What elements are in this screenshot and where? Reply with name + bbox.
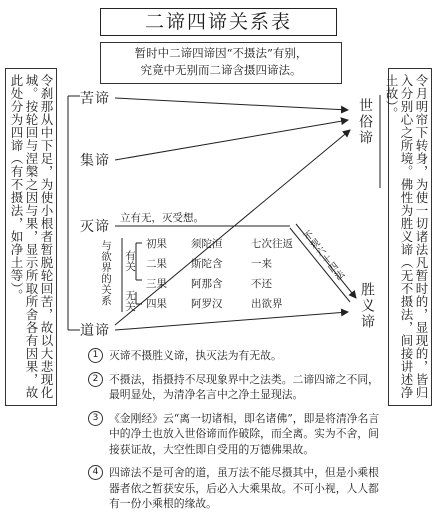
item-number: 4 bbox=[88, 465, 103, 480]
left-note-text: 令刹那从中下足，为使小根者暂脱轮回苦，故以大悲现化城。按轮回与涅槃之因与果，显示所取所舍各有因果，故此处分为四谛（有不摄法，如净土等）。 bbox=[9, 74, 54, 399]
relation-label: 与欲界的关系 bbox=[100, 240, 112, 306]
list-item bbox=[88, 465, 380, 512]
notes-list bbox=[88, 348, 380, 512]
node-path: 道谛 bbox=[80, 323, 110, 339]
has-label: 有关 bbox=[124, 250, 136, 272]
item-number: 2 bbox=[88, 372, 103, 387]
fruit-name: 三果 bbox=[146, 278, 167, 290]
fruits-table bbox=[146, 236, 356, 316]
list-item bbox=[88, 348, 380, 364]
item-number: 3 bbox=[88, 411, 103, 426]
fruit-desc: 一来 bbox=[251, 258, 272, 270]
fruit-sanskrit: 须陀洹 bbox=[191, 238, 223, 250]
diagram-title: 二谛四谛关系表 bbox=[100, 8, 337, 36]
item-text: 《金刚经》云“离一切诸相，即名诸佛”，即是将清净名言中的净土也放入世俗谛而作破除，而全离。实为不舍，间接获证故，大空性即自受用的万德佛果故。 bbox=[109, 411, 380, 456]
node-cessation: 灭谛 bbox=[80, 219, 110, 235]
fruit-name: 初果 bbox=[146, 238, 167, 250]
cessation-note: 立有无，灭受想。 bbox=[120, 212, 204, 224]
node-suffering: 苦谛 bbox=[80, 91, 110, 107]
top-note bbox=[100, 42, 342, 84]
item-number: 1 bbox=[88, 348, 103, 363]
fruit-row bbox=[146, 276, 356, 296]
top-note-line1: 暂时中二谛四谛因“不摄法”有别， bbox=[134, 46, 308, 60]
fruit-name: 二果 bbox=[146, 258, 167, 270]
fruit-desc: 出欲界 bbox=[251, 298, 283, 310]
diagonal-label: 不观六十四法 bbox=[300, 229, 346, 284]
fruit-row bbox=[146, 296, 356, 316]
none-label: 无关 bbox=[124, 290, 136, 312]
right-note-text: 令月明帘下转身，为使一切诸法凡暂时的，显现的，皆归入分别心之所境。佛性为胜义谛（无不摄法，间接讲述净土故）。 bbox=[384, 74, 429, 399]
top-note-line2: 究竟中无别而二谛含摄四谛法。 bbox=[140, 63, 302, 77]
fruit-sanskrit: 斯陀含 bbox=[191, 258, 223, 270]
fruit-desc: 七次往返 bbox=[251, 238, 293, 250]
fruit-sanskrit: 阿那含 bbox=[191, 278, 223, 290]
fruit-name: 四果 bbox=[146, 298, 167, 310]
list-item bbox=[88, 372, 380, 403]
fruit-row bbox=[146, 236, 356, 256]
list-item bbox=[88, 411, 380, 458]
node-conventional: 世俗谛 bbox=[357, 98, 373, 146]
item-text: 不摄法，指摄持不尽现象界中之法类。二谛四谛之不同，最明显处，为清净名言中之净土显现法。 bbox=[109, 372, 379, 401]
fruit-sanskrit: 阿罗汉 bbox=[191, 298, 223, 310]
node-ultimate: 胜义谛 bbox=[359, 282, 375, 330]
fruit-row bbox=[146, 256, 356, 276]
item-text: 四谛法不是可舍的道，虽万法不能尽摄其中，但是小乘根器者依之暂获安乐，后必入大乘果故。不可小视，人人都有一份小乘根的缘故。 bbox=[109, 466, 379, 510]
fruit-desc: 不还 bbox=[251, 278, 272, 290]
node-origin: 集谛 bbox=[80, 153, 110, 169]
item-text: 灭谛不摄胜义谛，执灭法为有无故。 bbox=[109, 349, 282, 362]
